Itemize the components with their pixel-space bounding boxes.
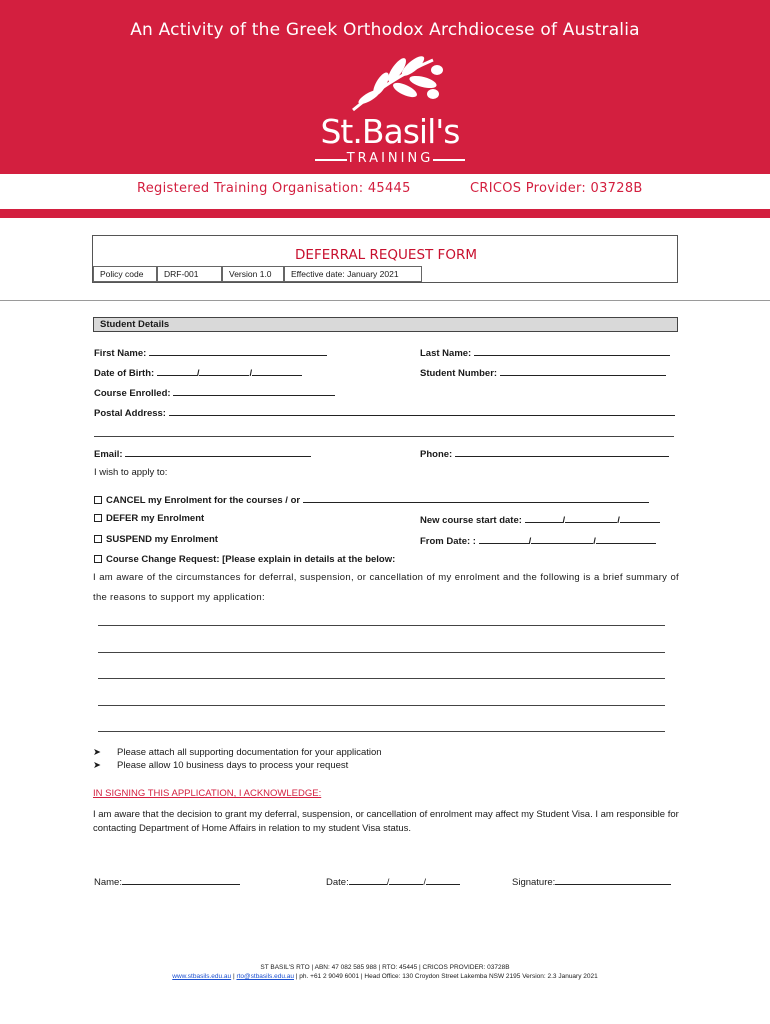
form-title-box <box>92 235 678 283</box>
student-details-heading: Student Details <box>93 317 678 332</box>
postal-field[interactable] <box>94 406 675 420</box>
cancel-courses-line[interactable] <box>303 493 649 503</box>
policy-code-label: Policy code <box>93 266 157 282</box>
email-field[interactable] <box>94 447 311 461</box>
divider <box>0 300 770 301</box>
cancel-option[interactable] <box>94 493 649 507</box>
phone-label: Phone: <box>420 449 453 460</box>
accent-bar <box>0 209 770 218</box>
student-number-label: Student Number: <box>420 368 498 379</box>
defer-label: DEFER my Enrolment <box>106 513 205 524</box>
defer-option[interactable] <box>94 513 204 525</box>
note-item: ➤ Please attach all supporting documentation for your application <box>93 747 382 758</box>
dob-month-line[interactable] <box>199 366 249 376</box>
suspend-label: SUSPEND my Enrolment <box>106 534 218 545</box>
arrow-bullet-icon: ➤ <box>93 760 101 771</box>
signoff-date-field[interactable]: Date: / / <box>326 875 460 889</box>
signoff-day-line[interactable] <box>349 875 387 885</box>
form-title: DEFERRAL REQUEST FORM <box>295 247 477 263</box>
footer-line-1: ST BASIL'S RTO | ABN: 47 082 585 988 | RTO: 45445 | CRICOS PROVIDER: 03728B <box>260 964 510 971</box>
from-day-line[interactable] <box>479 534 529 544</box>
email-link[interactable]: rto@stbasils.edu.au <box>236 973 294 980</box>
postal-label: Postal Address: <box>94 408 166 419</box>
from-month-line[interactable] <box>531 534 593 544</box>
reason-line-2[interactable] <box>98 652 665 653</box>
from-year-line[interactable] <box>596 534 656 544</box>
course-change-option[interactable] <box>94 554 395 566</box>
header-tagline: An Activity of the Greek Orthodox Archdiocese of Australia <box>130 20 640 40</box>
first-name-input-line[interactable] <box>149 346 327 356</box>
acknowledge-heading: IN SIGNING THIS APPLICATION, I ACKNOWLEDGE: <box>93 788 322 799</box>
dob-year-line[interactable] <box>252 366 302 376</box>
reasons-intro: I am aware of the circumstances for deferral, suspension, or cancellation of my enrolment and the following is a brief summary of the reasons to support my application: <box>93 572 679 603</box>
email-input-line[interactable] <box>125 447 311 457</box>
footer-line-2: www.stbasils.edu.au | rto@stbasils.edu.au | ph. +61 2 9049 6001 | Head Office: 130 Croydon Street Lakemba NSW 2195 Version: 2.3 January 2021 <box>172 973 598 980</box>
new-start-date-label: New course start date: <box>420 515 522 526</box>
signature-label: Signature: <box>512 877 556 888</box>
last-name-input-line[interactable] <box>474 346 670 356</box>
postal-input-line[interactable] <box>169 406 675 416</box>
last-name-label: Last Name: <box>420 348 472 359</box>
version-label: Version 1.0 <box>222 266 284 282</box>
course-label: Course Enrolled: <box>94 388 171 399</box>
reason-line-5[interactable] <box>98 731 665 732</box>
website-link[interactable]: www.stbasils.edu.au <box>172 973 232 980</box>
signoff-name-field[interactable] <box>94 875 240 889</box>
logo-name: St.Basil's <box>320 112 460 151</box>
policy-code-value: DRF-001 <box>157 266 222 282</box>
reason-line-4[interactable] <box>98 705 665 706</box>
reason-line-3[interactable] <box>98 678 665 679</box>
cancel-checkbox[interactable] <box>94 496 102 504</box>
signoff-name-line[interactable] <box>122 875 240 885</box>
email-label: Email: <box>94 449 123 460</box>
cancel-label: CANCEL my Enrolment for the courses / or <box>106 495 301 506</box>
st-basils-logo <box>305 52 475 172</box>
postal-second-line[interactable] <box>94 436 674 437</box>
new-start-year-line[interactable] <box>620 513 660 523</box>
student-number-input-line[interactable] <box>500 366 666 376</box>
student-number-field[interactable] <box>420 366 666 380</box>
dob-label: Date of Birth: <box>94 368 155 379</box>
note-item: ➤ Please allow 10 business days to process your request <box>93 760 349 771</box>
defer-checkbox[interactable] <box>94 514 102 522</box>
apply-intro: I wish to apply to: <box>94 467 168 478</box>
signoff-name-label: Name: <box>94 877 122 888</box>
first-name-label: First Name: <box>94 348 147 359</box>
course-field[interactable] <box>94 386 335 400</box>
course-change-label: Course Change Request: [Please explain in details at the below: <box>106 554 396 565</box>
logo-subtitle: TRAINING <box>346 151 434 166</box>
course-input-line[interactable] <box>173 386 335 396</box>
new-start-day-line[interactable] <box>525 513 563 523</box>
first-name-field[interactable] <box>94 346 327 360</box>
acknowledge-text: I am aware that the decision to grant my deferral, suspension, or cancellation of enrolment may affect my Student Visa. I am responsible for contacting Department of Home Affairs in relation to my student Visa status. <box>93 809 679 834</box>
phone-field[interactable] <box>420 447 669 461</box>
course-change-checkbox[interactable] <box>94 555 102 563</box>
notes-list <box>93 746 382 772</box>
phone-input-line[interactable] <box>455 447 669 457</box>
footer-contact: | ph. +61 2 9049 6001 | Head Office: 130 Croydon Street Lakemba NSW 2195 Version: 2.3 January 2021 <box>295 973 598 980</box>
arrow-bullet-icon: ➤ <box>93 747 101 758</box>
signoff-year-line[interactable] <box>426 875 460 885</box>
new-start-date-field[interactable]: New course start date: / / <box>420 513 660 527</box>
dob-day-line[interactable] <box>157 366 197 376</box>
suspend-option[interactable] <box>94 534 218 546</box>
signoff-month-line[interactable] <box>389 875 423 885</box>
signoff-date-label: Date: <box>326 877 349 888</box>
from-date-label: From Date: : <box>420 536 476 547</box>
suspend-checkbox[interactable] <box>94 535 102 543</box>
effective-date: Effective date: January 2021 <box>284 266 422 282</box>
reason-line-1[interactable] <box>98 625 665 626</box>
cricos-number: CRICOS Provider: 03728B <box>470 181 643 196</box>
from-date-field[interactable]: From Date: : / / <box>420 534 656 548</box>
logo-divider-right <box>433 159 465 161</box>
rto-number: Registered Training Organisation: 45445 <box>137 181 411 196</box>
new-start-month-line[interactable] <box>565 513 617 523</box>
last-name-field[interactable] <box>420 346 670 360</box>
signature-field[interactable] <box>512 875 671 889</box>
signature-line[interactable] <box>555 875 671 885</box>
dob-field[interactable]: Date of Birth: / / <box>94 366 302 380</box>
policy-meta-row <box>93 266 422 282</box>
